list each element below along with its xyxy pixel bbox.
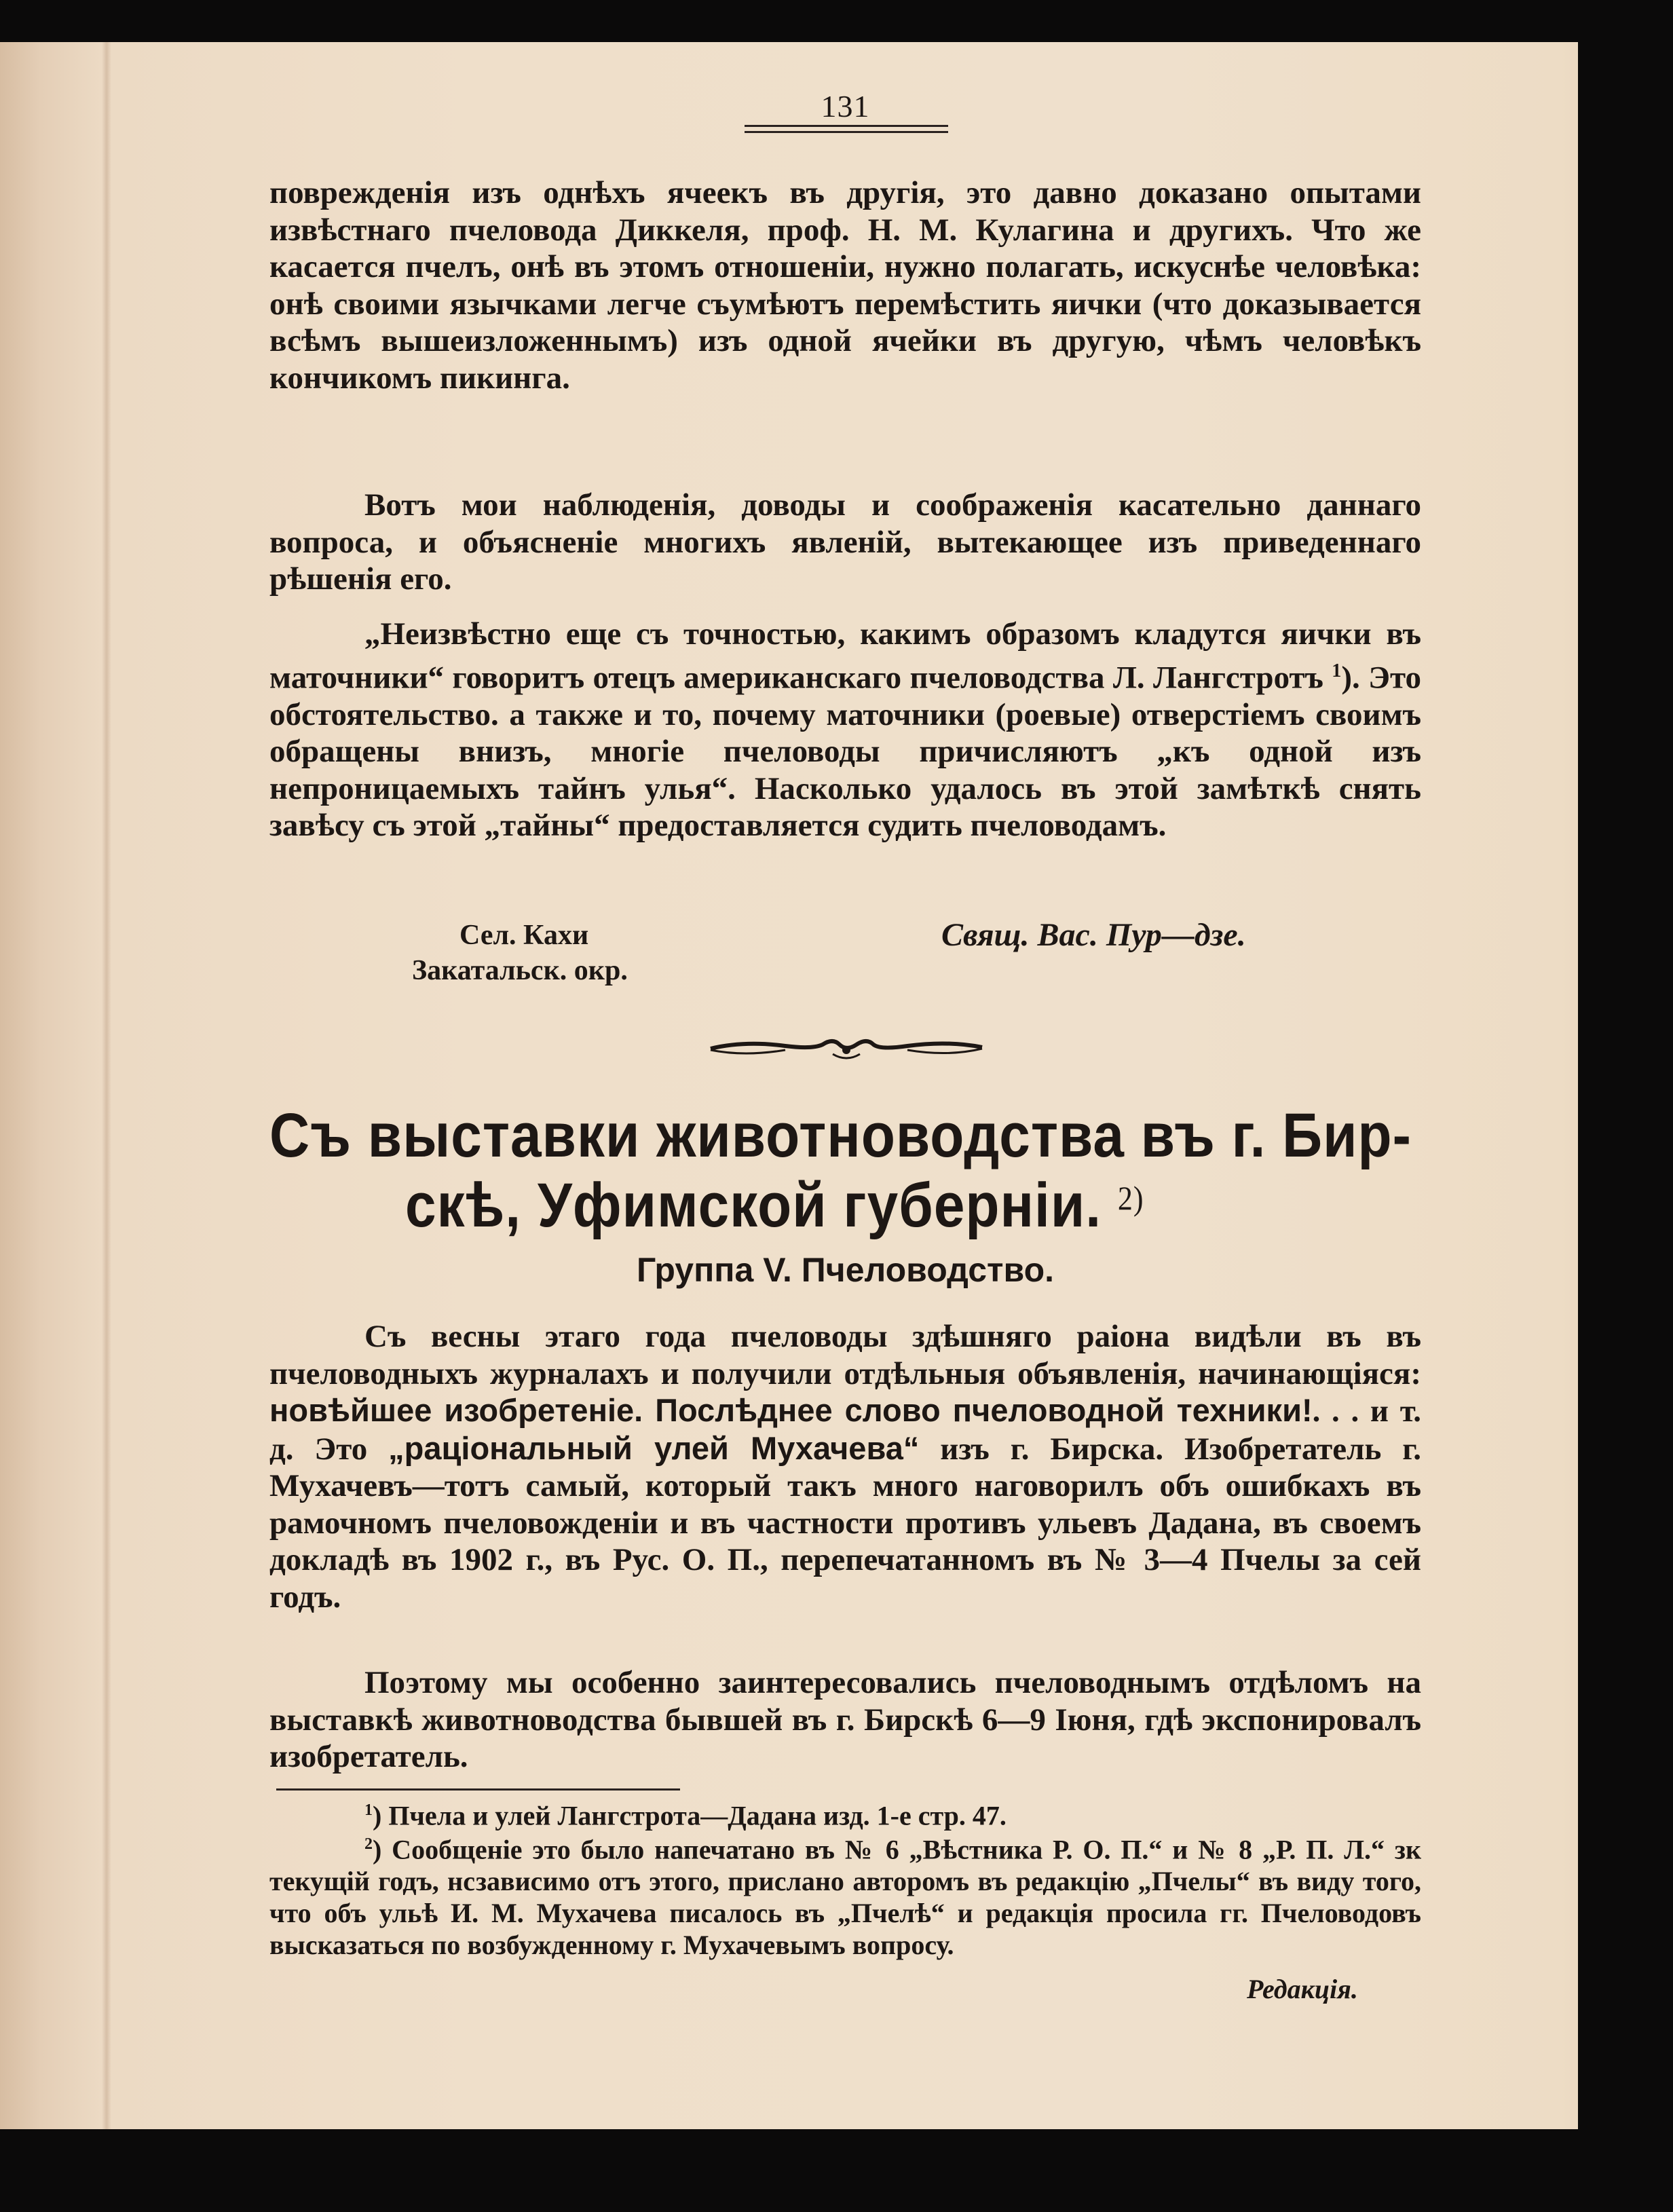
signature-place-line1: Сел. Кахи [459, 920, 589, 951]
article-p1-quote-hive: „раціональный улей Мухачева“ [388, 1429, 920, 1466]
page-number-rule [745, 125, 948, 133]
footnote-1 [269, 1795, 1421, 1831]
binding-gutter-shadow [102, 42, 111, 2180]
footnote-1-text [269, 1795, 1421, 1831]
footnote-1-mark: 1 [364, 1801, 373, 1819]
footnote-separator [276, 1788, 680, 1791]
article-title [269, 1101, 1421, 1240]
paragraph-conclusions-text: Вотъ мои наблюденія, доводы и соображенія касательно даннаго вопроса, и объясненіе многихъ явленій, вытекающее изъ приведеннаго рѣшенія его. [269, 487, 1421, 597]
article-paragraph-1-text [269, 1318, 1421, 1615]
intro-paragraph-text: поврежденія изъ однѣхъ ячеекъ въ другія, это давно доказано опытами извѣстнаго пчеловода Диккеля, проф. Н. М. Кулагина и другихъ. Что же касается пчелъ, онѣ въ этомъ отношеніи, нужно полагать, искуснѣе человѣка: онѣ своими язычками легче съумѣютъ перемѣстить яички (что доказывается всѣмъ вышеизложеннымъ) изъ одной ячейки въ другую, чѣмъ человѣкъ кончикомъ пикинга. [269, 175, 1421, 396]
article-title-footnote: 2) [1117, 1180, 1144, 1218]
langstroth-text-part1: „Неизвѣстно еще съ точностью, какимъ образомъ кладутся яички въ маточники“ говоритъ отецъ американскаго пчеловодства Л. Лангстротъ [269, 616, 1421, 696]
paragraph-langstroth-text [269, 616, 1421, 844]
article-paragraph-2 [269, 1664, 1421, 1776]
article-subtitle: Группа V. Пчеловодство. [636, 1251, 1055, 1289]
footnote-2-text [269, 1829, 1421, 1961]
article-title-line2: скѣ, Уфимской губерніи. [405, 1171, 1102, 1240]
intro-paragraph [269, 174, 1421, 396]
signature-place-line2: Закатальск. окр. [412, 955, 628, 986]
footnote-ref-1: 1 [1332, 660, 1342, 681]
article-paragraph-2-text: Поэтому мы особенно заинтересовались пчеловоднымъ отдѣломъ на выставкѣ животноводства бывшей въ г. Бирскѣ 6—9 Іюня, гдѣ экспонировалъ изобретатель. [269, 1665, 1421, 1774]
paragraph-langstroth [269, 616, 1421, 844]
paragraph-conclusions [269, 487, 1421, 598]
article-p1-mid: . . . и т. д. Это [269, 1393, 1421, 1467]
footnote-2-body: ) Сообщеніе это было напечатано въ № 6 „Вѣстника Р. О. П.“ и № 8 „Р. П. Л.“ зк текущій годъ, нсзависимо отъ этого, прислано авторомъ въ редакцію „Пчелы“ въ виду того, что объ ульѣ И. М. Мухачева писалось въ „Пчелѣ“ и редакція просила гг. Пчеловодовъ высказаться по возбужденному г. Мухачевымъ вопросу. [269, 1834, 1421, 1961]
scan-right-edge [1578, 42, 1625, 2180]
article-title-line1: Съ выставки животноводства въ г. Бир- [269, 1101, 1412, 1170]
signature-place [412, 918, 628, 988]
article-p1-end: изъ г. Бирска. Изобретатель г. Мухачевъ—тотъ самый, который такъ много наговорилъ объ ошибкахъ въ рамочномъ пчеловожденіи и въ частности противъ ульевъ Дадана, въ своемъ докладѣ въ 1902 г., въ Рус. О. П., перепечатанномъ въ № 3—4 Пчелы за сей годъ. [269, 1431, 1422, 1615]
footnote-1-body: ) Пчела и улей Лангстрота—Дадана изд. 1-е стр. 47. [373, 1800, 1007, 1831]
footnote-2 [269, 1829, 1421, 1961]
editor-signature: Редакція. [1247, 1974, 1358, 2004]
langstroth-text-part2: ). Это обстоятельство. а также и то, почему маточники (роевые) отверстіемъ своимъ обращены внизъ, многіе пчеловоды причисляютъ „къ одной изъ непроницаемыхъ тайнъ улья“. Насколько удалось въ этой замѣткѣ снять завѣсу съ этой „тайны“ предоставляется судить пчеловодамъ. [269, 660, 1421, 844]
scan-bottom-edge [0, 2129, 1625, 2180]
article-p1-start: Съ весны этаго года пчеловоды здѣшняго раіона видѣли въ въ пчеловодныхъ журналахъ и получили отдѣльныя объявленія, начинающіяся: [269, 1319, 1421, 1391]
page-number: 131 [821, 89, 870, 124]
footnote-2-mark: 2 [364, 1835, 373, 1853]
page-scan [0, 42, 1625, 2180]
article-title-line2-wrap [405, 1171, 1144, 1251]
article-p1-quote-novelty: новѣйшее изобретеніе. Послѣднее слово пчеловодной техники! [269, 1392, 1313, 1428]
ornament-divider-icon [704, 1030, 989, 1064]
article-paragraph-1 [269, 1318, 1421, 1615]
signature-author: Свящ. Вас. Пур—дзе. [941, 917, 1246, 953]
